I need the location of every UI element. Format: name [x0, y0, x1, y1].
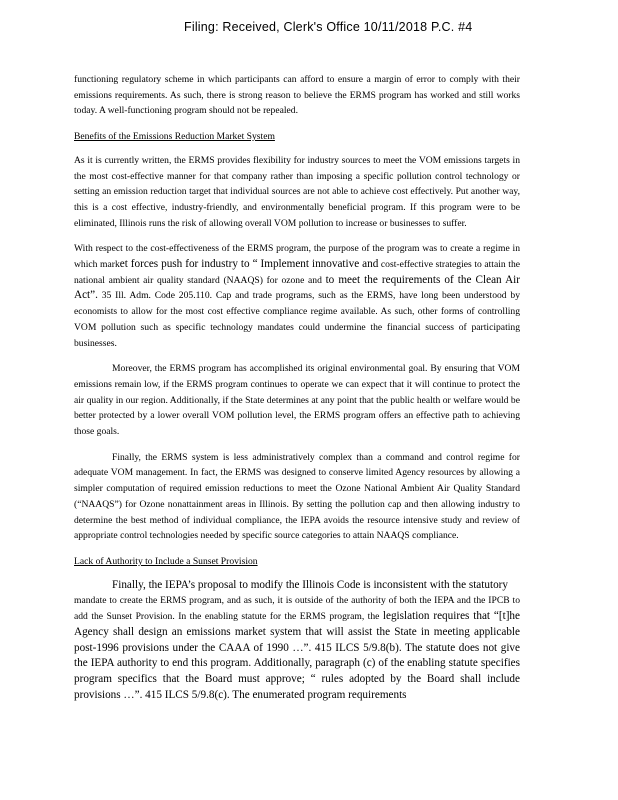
section-heading-lack-of-authority: Lack of Authority to Include a Sunset Provision: [74, 555, 258, 567]
cost-effectiveness-text: With respect to the cost-effectiveness of the ERMS program, the purpose of the program was to create a regime in which mark: [74, 243, 520, 271]
paragraph-statutory-mandate: [74, 578, 520, 704]
statutory-mandate-lead: Finally, the IEPA’s proposal to modify the Illinois Code is inconsistent with the statutory: [112, 578, 508, 591]
paragraph-flexibility: As it is currently written, the ERMS provides flexibility for industry sources to meet the VOM emissions targets in the most cost-effective manner for that company rather than imposing a specific pollution control technology or setting an emission reduction target that individual sources are not able to achieve cost effectively. Put another way, this is a cost effective, industry-friendly, and environmentally beneficial program. If this program were to be eliminated, Illinois runs the risk of allowing overall VOM pollution to increase or businesses to suffer.: [74, 154, 520, 229]
paragraph-erms-functioning: functioning regulatory scheme in which participants can afford to ensure a margin of error to comply with their emissions requirements. As such, there is strong reason to believe the ERMS program has worked and still works today. A well-functioning program should not be repealed.: [74, 74, 520, 117]
outside-authority-text: mandate to create the ERMS program, and as such, it is outside of the authority of both the IEPA and the IPCB to add the Sunset Provision. In the enabling statute for the ERMS program, the: [74, 595, 520, 623]
filing-header: Filing: Received, Clerk's Office 10/11/2018 P.C. #4: [184, 20, 473, 34]
paragraph-environmental-goal: Moreover, the ERMS program has accomplished its original environmental goal. By ensuring that VOM emissions remain low, if the ERMS program continues to operate we can expect that it will continue to protect the air quality in our region. Additionally, if the State determines at any point that the public health or welfare would be better protected by a lower overall VOM pollution level, the ERMS program offers an effective path to achieving those goals.: [74, 363, 520, 438]
clean-air-act-text: to meet the requirements of the Clean Air Act”.: [74, 273, 521, 302]
paragraph-administrative-complexity: Finally, the ERMS system is less administratively complex than a command and control regime for adequate VOM management. In fact, the ERMS was designed to conserve limited Agency resources by allowing a simpler computation of required emission reductions to meet the Ozone National Ambient Air Quality Standard (“NAAQS”) for Ozone nonattainment areas in Illinois. By setting the pollution cap and then allowing industry to determine the best method of individual compliance, the IEPA avoids the resource intensive study and review of appropriate control technologies needed by specific source categories to attain NAAQS compliance.: [74, 451, 520, 542]
legislation-requires-text: legislation requires that “[t]he Agency shall design an emissions market system that will assist the State in meeting applicable post-1996 provisions under the CAAA of 1990 …”. 415 ILCS 5/9.8(b). The statute does not give the IEPA authority to end this program. Additionally, paragraph (c) of the: [74, 610, 520, 670]
enabling-statute-text: enabling statute specifies program specifics that the Board must approve; “ rules adopted by the Board shall include provisions …”. 415 ILCS 5/9.8(c). The enumerated program requirements: [74, 657, 520, 701]
market-forces-text: et forces push for industry to “ Implement innovative and: [119, 258, 379, 271]
section-heading-benefits: Benefits of the Emissions Reduction Market System: [74, 131, 275, 143]
paragraph-cost-effectiveness: [74, 241, 520, 351]
document-body: [74, 72, 520, 713]
strategies-text: cost-effective strategies to attain the national ambient air quality standard (NAAQS) for ozone and: [74, 259, 521, 286]
cap-and-trade-text: 35 Ill. Adm. Code 205.110. Cap and trade programs, such as the ERMS, have long been understood by economists to allow for the most cost effective compliance regime available. As such, other forms of controlling VOM pollution such as specific technology mandates could undermine the financial success of participating businesses.: [74, 290, 520, 349]
